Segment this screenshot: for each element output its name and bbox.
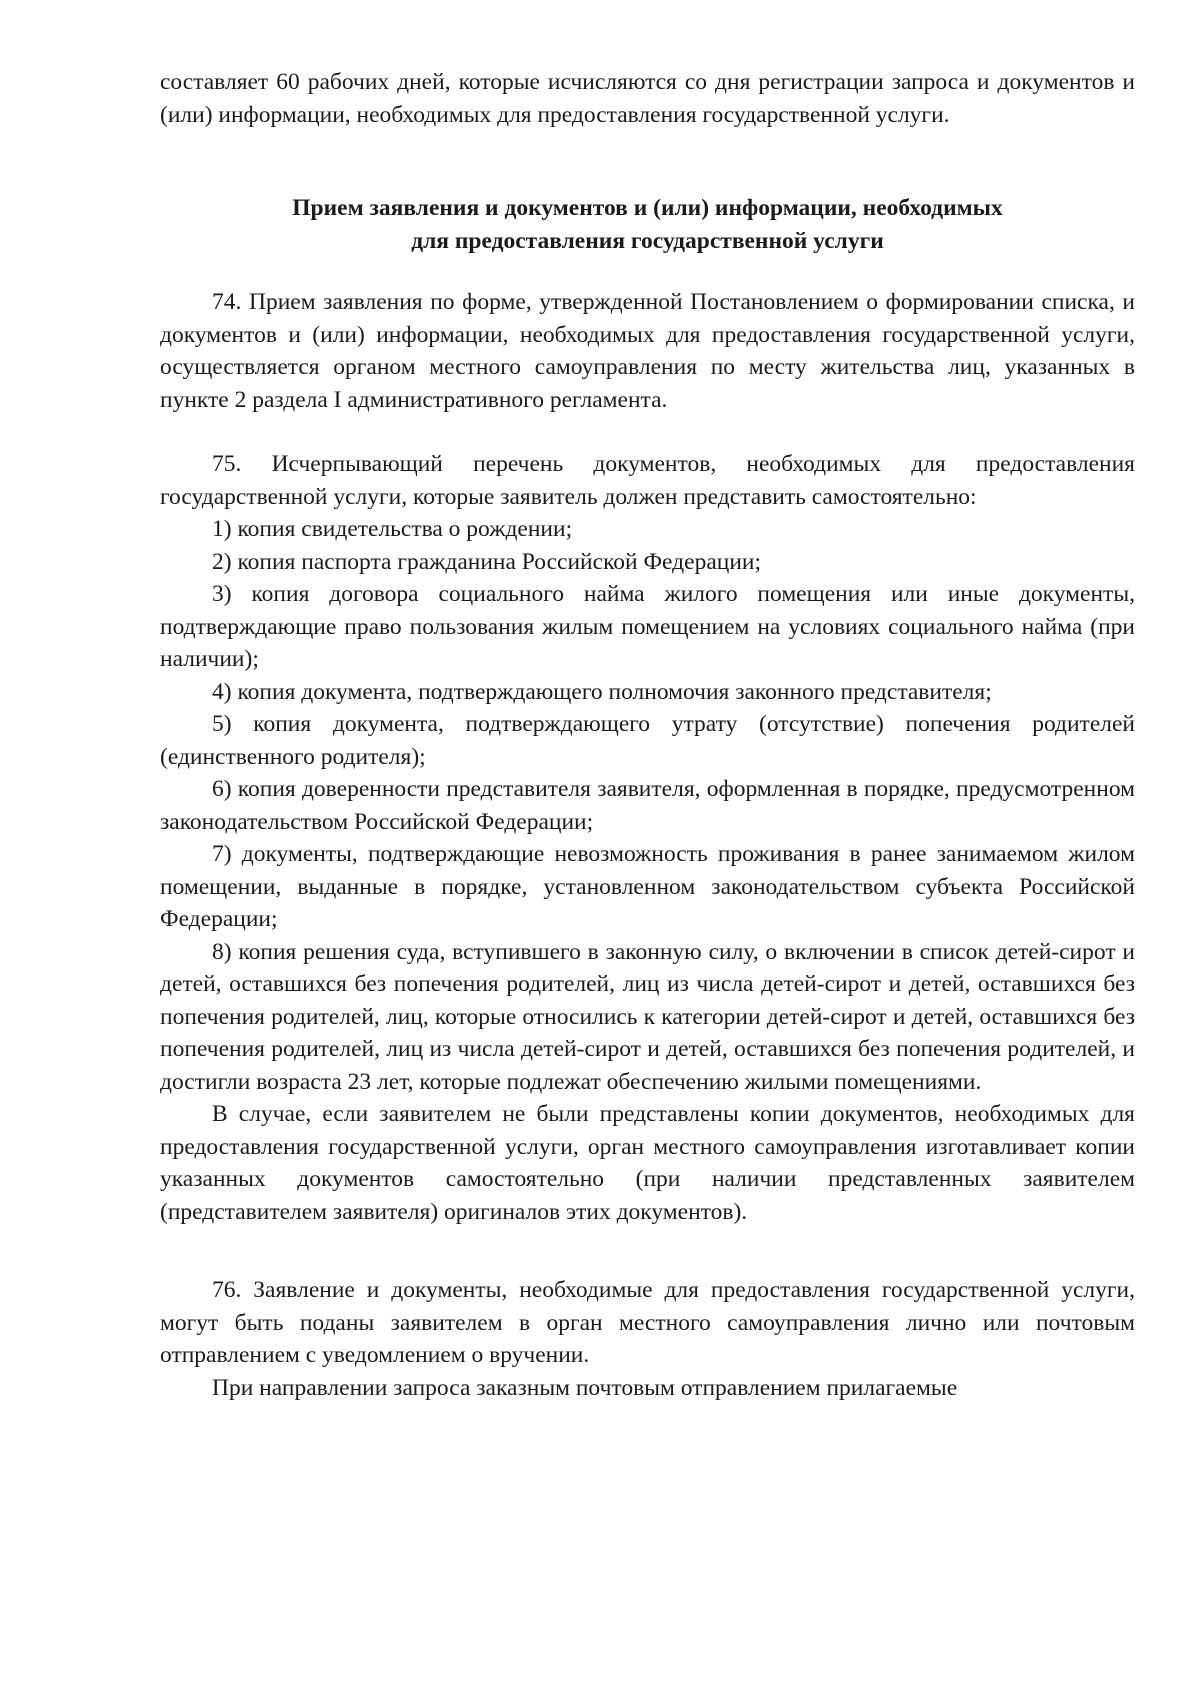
paragraph-76-continuation: При направлении запроса заказным почтовым отправлением прилагаемые xyxy=(212,1374,958,1401)
list-item: 2) копия паспорта гражданина Российской Федерации; xyxy=(212,548,762,575)
list-item: 4) копия документа, подтверждающего полномочия законного представителя; xyxy=(212,678,992,705)
document-page xyxy=(160,66,1135,1404)
list-item: 8) копия решения суда, вступившего в законную силу, о включении в список детей-сирот и детей, оставшихся без попечения родителей, лиц из числа детей-сирот и детей, оставшихся без попечения родителей, лиц, которые относились к категории детей-сирот и детей, оставшихся без попечения родителей, лиц из числа детей-сирот и детей, оставшихся без попечения родителей, и достигли возраста 23 лет, которые подлежат обеспечению жилыми помещениями. xyxy=(160,938,1135,1095)
paragraph-75: 75. Исчерпывающий перечень документов, необходимых для предоставления государственной услуги, которые заявитель должен представить самостоятельно: xyxy=(160,451,1135,510)
paragraph-74: 74. Прием заявления по форме, утвержденной Постановлением о формировании списка, и документов и (или) информации, необходимых для предоставления государственной услуги, осуществляется органом местного самоуправления по месту жительства лиц, указанных в пункте 2 раздела I административного регламента. xyxy=(160,289,1135,413)
section-heading-line-1: Прием заявления и документов и (или) информации, необходимых xyxy=(292,195,1003,221)
section-heading xyxy=(160,192,1135,257)
list-item: 6) копия доверенности представителя заявителя, оформленная в порядке, предусмотренном законодательством Российской Федерации; xyxy=(160,776,1135,835)
section-heading-line-2: для предоставления государственной услуги xyxy=(411,227,884,254)
paragraph-76: 76. Заявление и документы, необходимые для предоставления государственной услуги, могут быть поданы заявителем в орган местного самоуправления лично или почтовым отправлением с уведомлением о вручении. xyxy=(160,1277,1135,1368)
list-item: 1) копия свидетельства о рождении; xyxy=(212,516,573,542)
intro-paragraph: составляет 60 рабочих дней, которые исчисляются со дня регистрации запроса и документов и (или) информации, необходимых для предоставления государственной услуги. xyxy=(160,69,1135,128)
paragraph-75-note: В случае, если заявителем не были представлены копии документов, необходимых для предоставления государственной услуги, орган местного самоуправления изготавливает копии указанных документов самостоятельно (при наличии представленных заявителем (представителем заявителя) оригиналов этих документов). xyxy=(160,1101,1135,1225)
list-item: 7) документы, подтверждающие невозможность проживания в ранее занимаемом жилом помещении, выданные в порядке, установленном законодательством субъекта Российской Федерации; xyxy=(160,841,1135,932)
list-item: 3) копия договора социального найма жилого помещения или иные документы, подтверждающие право пользования жилым помещением на условиях социального найма (при наличии); xyxy=(160,581,1135,672)
list-item: 5) копия документа, подтверждающего утрату (отсутствие) попечения родителей (единственного родителя); xyxy=(160,711,1135,770)
